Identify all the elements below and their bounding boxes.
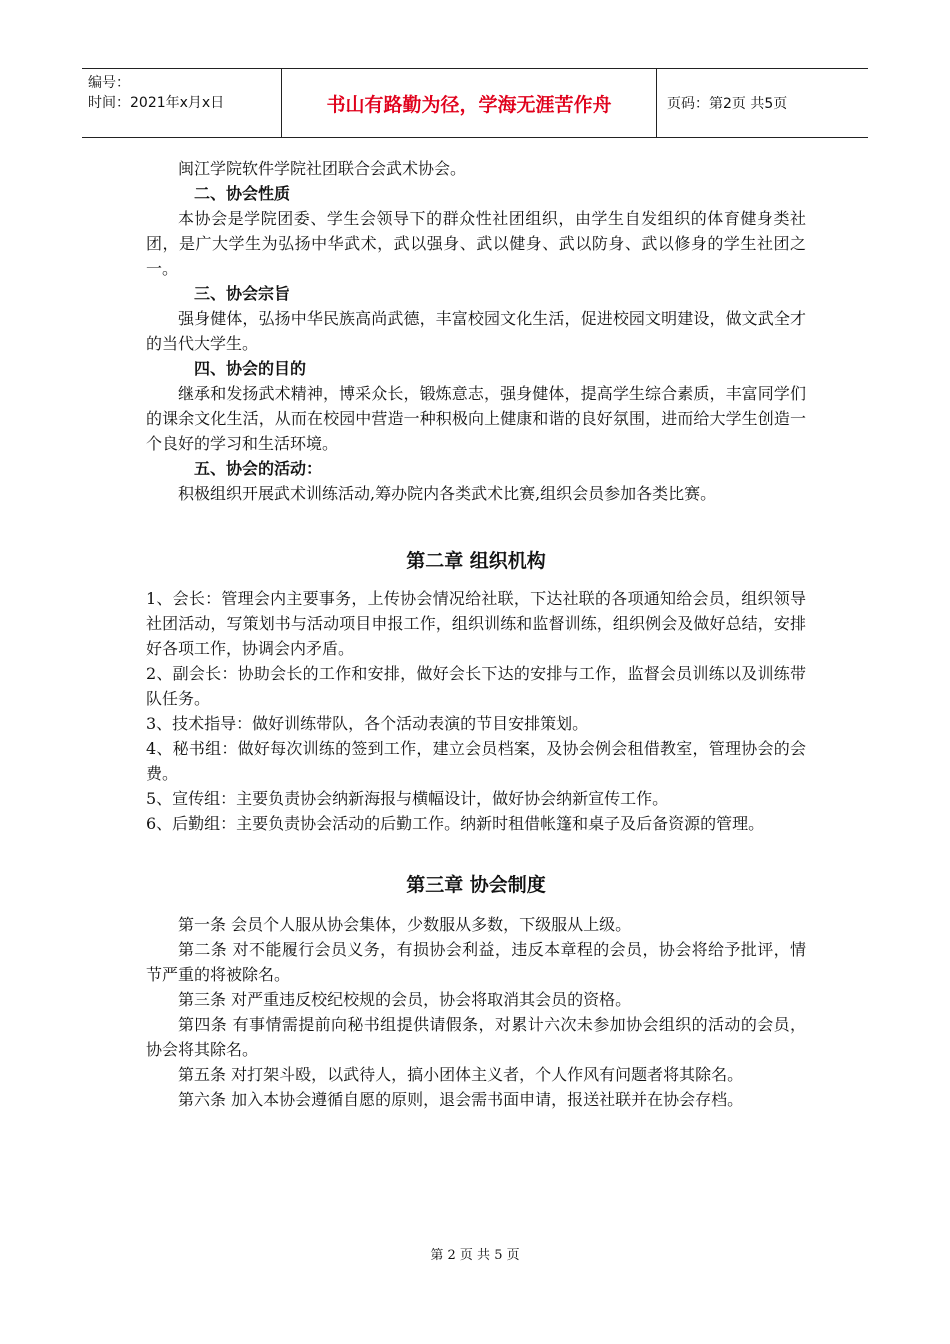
chapter-2-title: 第二章 组织机构 <box>406 550 546 572</box>
document-number-label: 编号： <box>88 75 130 91</box>
chapter-2-item: 6、后勤组：主要负责协会活动的后勤工作。纳新时租借帐篷和桌子及后备资源的管理。 <box>146 814 765 833</box>
chapter-3-article: 第一条 会员个人服从协会集体，少数服从多数，下级服从上级。 <box>178 915 632 934</box>
chapter-2-item: 1、会长：管理会内主要事务，上传协会情况给社联，下达社联的各项通知给会员，组织领导社团活动，写策划书与活动项目申报工作，组织训练和监督训练，组织例会及做好总结，安排好各项工作，协调会内矛盾。 <box>146 589 806 658</box>
chapter-2-item: 4、秘书组：做好每次训练的签到工作，建立会员档案，及协会例会租借教室，管理协会的会费。 <box>146 739 806 783</box>
section-text-activities: 积极组织开展武术训练活动,筹办院内各类武术比赛,组织会员参加各类比赛。 <box>178 484 717 503</box>
chapter-3-article: 第三条 对严重违反校纪校规的会员，协会将取消其会员的资格。 <box>178 990 632 1009</box>
chapter-3-article: 第五条 对打架斗殴，以武待人，搞小团体主义者，个人作风有问题者将其除名。 <box>178 1065 744 1084</box>
header-motto: 书山有路勤为径，学海无涯苦作舟 <box>282 69 657 137</box>
section-text-purpose: 强身健体，弘扬中华民族高尚武德，丰富校园文化生活，促进校园文明建设，做文武全才的当代大学生。 <box>146 309 806 353</box>
intro-line: 闽江学院软件学院社团联合会武术协会。 <box>178 159 467 178</box>
chapter-3-title: 第三章 协会制度 <box>406 874 546 896</box>
chapter-3-article: 第二条 对不能履行会员义务，有损协会利益，违反本章程的会员，协会将给予批评，情节严重的将被除名。 <box>146 940 806 984</box>
section-text-goal: 继承和发扬武术精神，博采众长，锻炼意志，强身健体，提高学生综合素质，丰富同学们的课余文化生活，从而在校园中营造一种积极向上健康和谐的良好氛围，进而给大学生创造一个良好的学习和生活环境。 <box>146 384 806 453</box>
header-meta <box>82 69 282 137</box>
chapter-2-item: 3、技术指导：做好训练带队，各个活动表演的节目安排策划。 <box>146 714 589 733</box>
chapter-3-article: 第四条 有事情需提前向秘书组提供请假条，对累计六次未参加协会组织的活动的会员，协会将其除名。 <box>146 1015 806 1059</box>
chapter-3-article: 第六条 加入本协会遵循自愿的原则，退会需书面申请，报送社联并在协会存档。 <box>178 1090 744 1109</box>
section-text-nature: 本协会是学院团委、学生会领导下的群众性社团组织，由学生自发组织的体育健身类社团，是广大学生为弘扬中华武术，武以强身、武以健身、武以防身、武以修身的学生社团之一。 <box>146 209 806 278</box>
document-time-label: 时间：2021年x月x日 <box>88 95 225 111</box>
document-body <box>146 156 806 1112</box>
section-heading-nature: 二、协会性质 <box>194 184 291 203</box>
page-header <box>82 68 868 138</box>
chapter-2-item: 2、副会长：协助会长的工作和安排，做好会长下达的安排与工作，监督会员训练以及训练带队任务。 <box>146 664 806 708</box>
header-page-info: 页码：第2页 共5页 <box>667 96 788 112</box>
section-heading-goal: 四、协会的目的 <box>194 359 307 378</box>
chapter-2-item: 5、宣传组：主要负责协会纳新海报与横幅设计，做好协会纳新宣传工作。 <box>146 789 669 808</box>
section-heading-activities: 五、协会的活动： <box>194 459 323 478</box>
section-heading-purpose: 三、协会宗旨 <box>194 284 291 303</box>
page-footer: 第 2 页 共 5 页 <box>430 1248 520 1263</box>
